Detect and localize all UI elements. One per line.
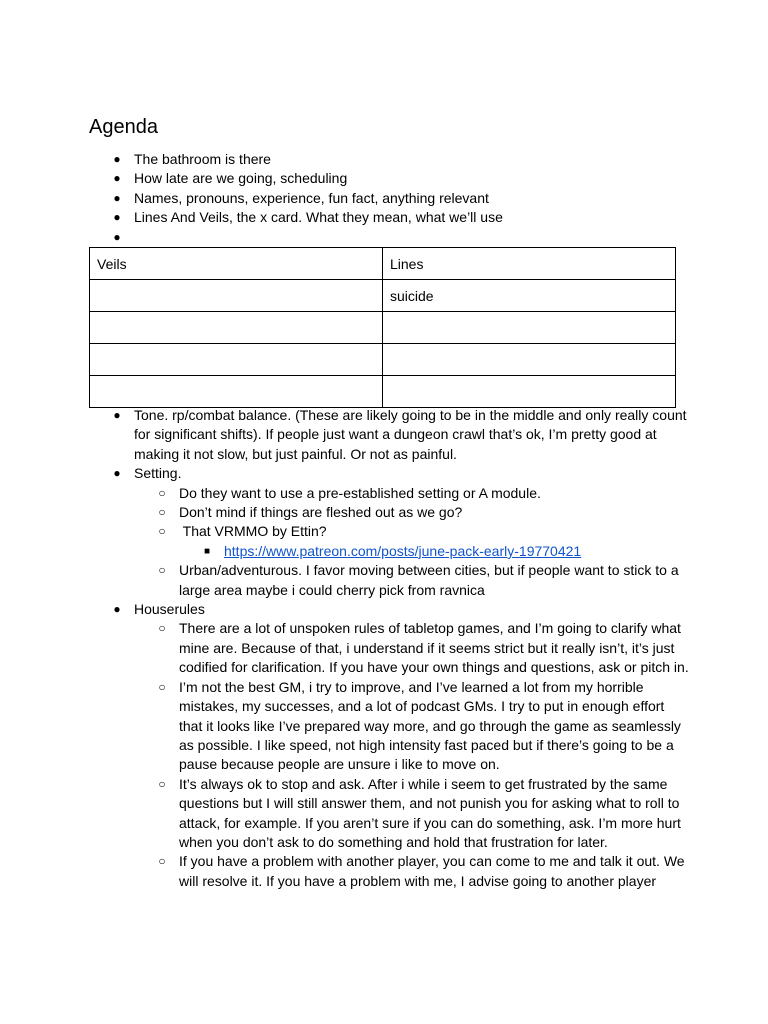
hollow-bullet-icon: ○ [158, 485, 166, 500]
table-cell: suicide [383, 280, 676, 312]
list-item-empty [89, 228, 689, 247]
table-cell [90, 312, 383, 344]
list-item [89, 503, 689, 522]
bullet-icon: ● [113, 152, 121, 166]
list-item-text: Setting. [134, 465, 182, 482]
list-item-text: How late are we going, scheduling [134, 170, 348, 187]
list-item-setting [89, 464, 689, 483]
list-item [89, 169, 689, 188]
bullet-icon: ● [113, 171, 121, 186]
bullet-icon: ● [113, 602, 121, 617]
hollow-bullet-icon: ○ [158, 621, 166, 636]
hollow-bullet-icon: ○ [158, 776, 166, 791]
list-item [89, 150, 689, 169]
table-row [90, 312, 676, 344]
bullet-icon: ● [113, 210, 121, 225]
list-item [89, 775, 689, 853]
list-item-tone [89, 406, 689, 464]
list-item-text: Lines And Veils, the x card. What they mean, what we’ll use [134, 209, 503, 226]
hollow-bullet-icon: ○ [158, 679, 166, 694]
hollow-bullet-icon: ○ [158, 563, 166, 578]
bullet-icon: ● [113, 229, 121, 244]
list-item-text: That VRMMO by Ettin? [179, 523, 327, 540]
table-header-row [90, 248, 676, 280]
list-item-text: Don’t mind if things are fleshed out as we go? [179, 504, 463, 521]
list-item [89, 561, 689, 600]
veils-header: Veils [90, 248, 383, 280]
table-cell [383, 376, 676, 408]
patreon-link[interactable]: https://www.patreon.com/posts/june-pack-early-19770421 [224, 542, 582, 559]
page-title: Agenda [89, 116, 158, 138]
bullet-icon: ● [113, 190, 121, 205]
hollow-bullet-icon: ○ [158, 524, 166, 539]
list-item-text: Do they want to use a pre-established setting or A module. [179, 484, 541, 501]
lines-header: Lines [383, 248, 676, 280]
list-item-text: Names, pronouns, experience, fun fact, anything relevant [134, 189, 489, 206]
bullet-icon: ● [113, 466, 121, 481]
list-item [89, 189, 689, 208]
hollow-bullet-icon: ○ [158, 854, 166, 869]
list-item-text: Houserules [134, 601, 205, 618]
list-item-text: I’m not the best GM, i try to improve, and I’ve learned a lot from my horrible mistakes, my successes, and a lot of podcast GMs. I try to put in enough effort that it looks like I’ve prepared way more, and go through the game as seamlessly as possible. I like speed, not high intensity fast paced but if there’s going to be a pause because people are unsure i like to move on. [179, 678, 681, 773]
hollow-bullet-icon: ○ [158, 505, 166, 520]
table-row [90, 344, 676, 376]
bullet-icon: ● [113, 408, 121, 422]
list-item-houserules [89, 600, 689, 619]
list-item-text: There are a lot of unspoken rules of tabletop games, and I’m going to clarify what mine are. Because of that, i understand if it seems strict but it really isn’t, it’s just codified for clarification. If you have your own things and questions, ask or pitch in. [179, 620, 689, 676]
list-item-text: The bathroom is there [134, 151, 271, 167]
discussion-list [89, 406, 689, 891]
table-cell [383, 344, 676, 376]
table-cell [90, 280, 383, 312]
list-item [89, 852, 689, 891]
table-cell [90, 376, 383, 408]
list-item-text: Tone. rp/combat balance. (These are likely going to be in the middle and only really count for significant shifts). If people just want a dungeon crawl that’s ok, I’m pretty good at making it not slow, but just painful. Or not as painful. [134, 407, 687, 462]
list-item-text: It’s always ok to stop and ask. After i while i seem to get frustrated by the same questions but I will still answer them, and not punish you for asking what to roll to attack, for example. If you aren’t sure if you can do something, ask. I’m more hurt when you don’t ask to do something and hold that frustration for later. [179, 775, 681, 850]
table-row [90, 280, 676, 312]
table-cell [90, 344, 383, 376]
list-item [89, 678, 689, 775]
list-item [89, 522, 689, 541]
list-item-text: Urban/adventurous. I favor moving between cities, but if people want to stick to a large area maybe i could cherry pick from ravnica [179, 562, 679, 598]
list-item-link [89, 542, 689, 561]
list-item [89, 208, 689, 227]
table-cell [383, 312, 676, 344]
agenda-list [89, 150, 689, 247]
list-item-text: If you have a problem with another player, you can come to me and talk it out. We will resolve it. If you have a problem with me, I advise going to another player [179, 853, 685, 889]
table-row [90, 376, 676, 408]
lines-veils-table [89, 247, 676, 408]
square-bullet-icon: ■ [203, 545, 211, 557]
list-item [89, 619, 689, 677]
list-item [89, 484, 689, 503]
